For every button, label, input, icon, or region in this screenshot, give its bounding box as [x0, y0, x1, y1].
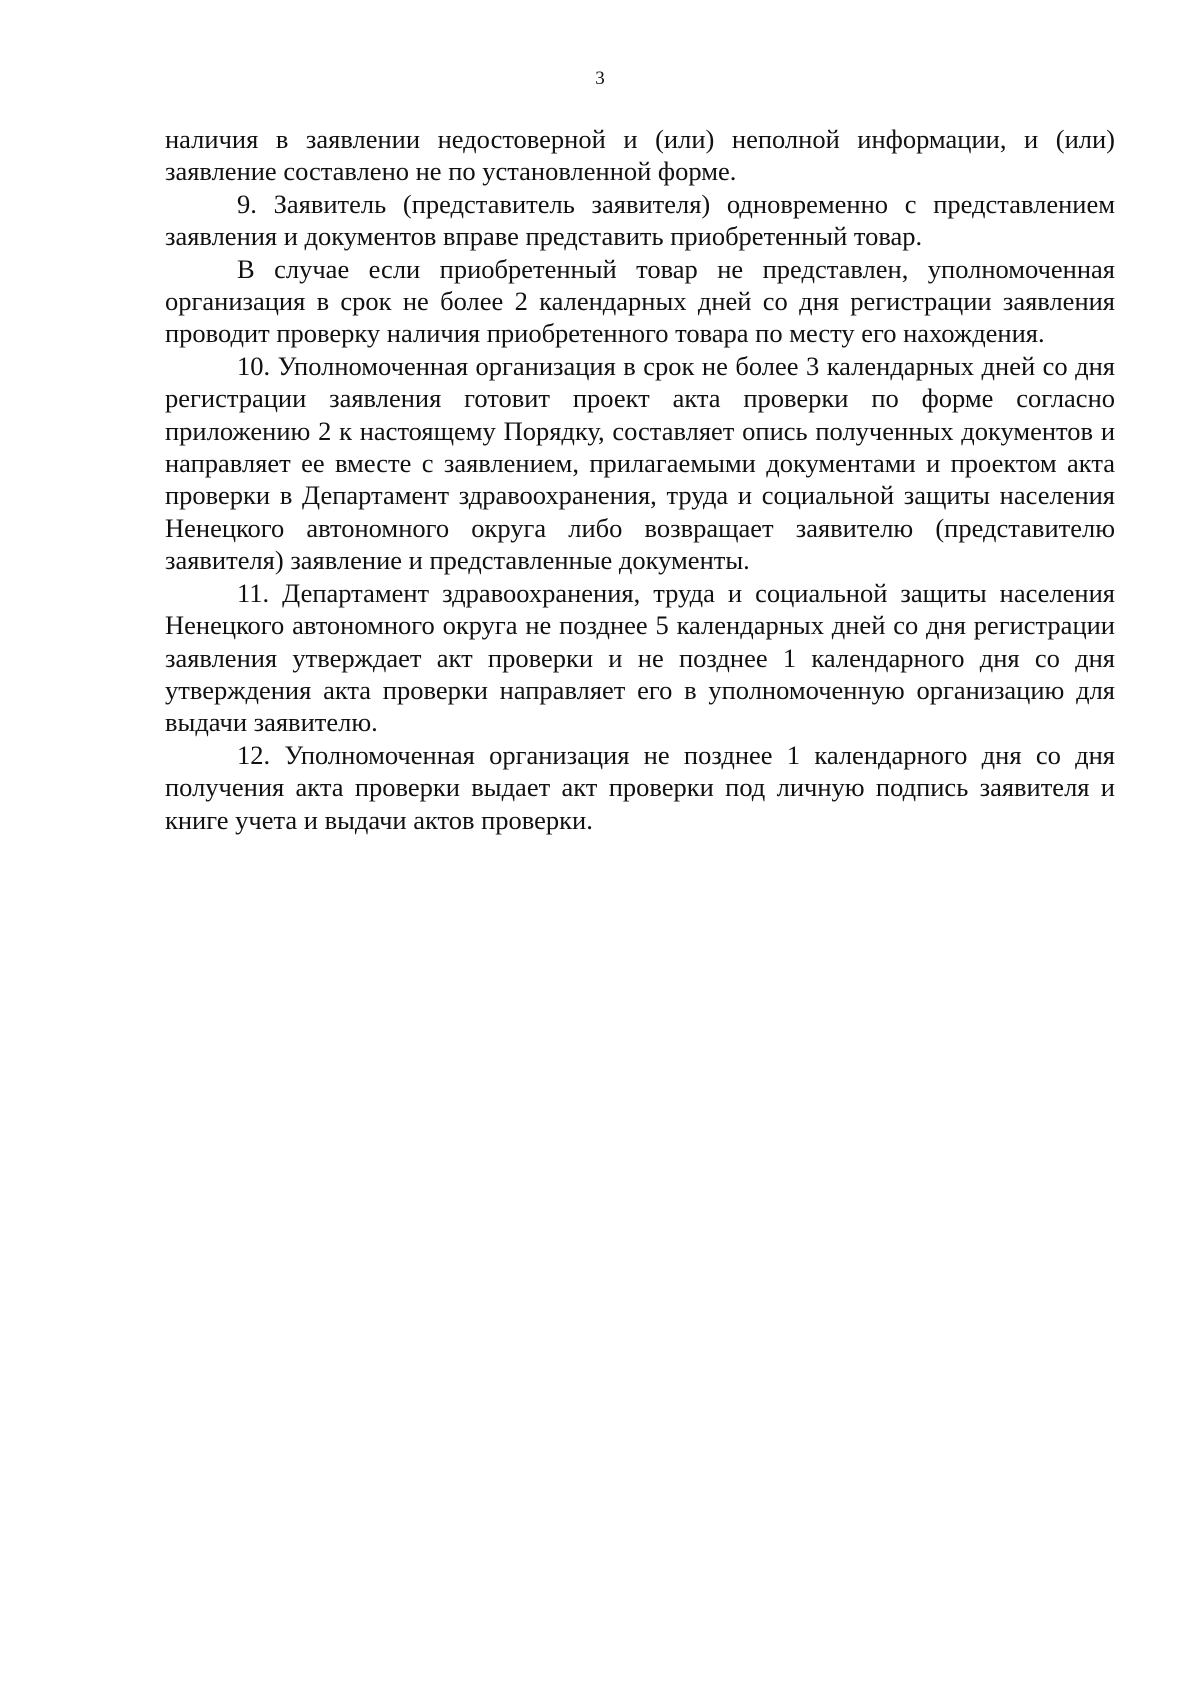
paragraph-item-9: 9. Заявитель (представитель заявителя) одновременно с представлением заявления и документов вправе представить приобретенный товар.: [165, 188, 1115, 252]
paragraph-item-12: 12. Уполномоченная организация не позднее 1 календарного дня со дня получения акта проверки выдает акт проверки под личную подпись заявителя и книге учета и выдачи актов проверки.: [165, 739, 1115, 835]
paragraph-item-9-note: В случае если приобретенный товар не представлен, уполномоченная организация в срок не более 2 календарных дней со дня регистрации заявления проводит проверку наличия приобретенного товара по месту его нахождения.: [165, 253, 1115, 349]
page-number: 3: [595, 68, 605, 89]
document-body: [165, 123, 1115, 836]
paragraph-item-11: 11. Департамент здравоохранения, труда и социальной защиты населения Ненецкого автономного округа не позднее 5 календарных дней со дня регистрации заявления утверждает акт проверки и не позднее 1 календарного дня со дня утверждения акта проверки направляет его в уполномоченную организацию для выдачи заявителю.: [165, 577, 1115, 738]
paragraph-continuation: наличия в заявлении недостоверной и (или) неполной информации, и (или) заявление составлено не по установленной форме.: [165, 124, 1115, 187]
paragraph-item-10: 10. Уполномоченная организация в срок не более 3 календарных дней со дня регистрации заявления готовит проект акта проверки по форме согласно приложению 2 к настоящему Порядку, составляет опись полученных документов и направляет ее вместе с заявлением, прилагаемыми документами и проектом акта проверки в Департамент здравоохранения, труда и социальной защиты населения Ненецкого автономного округа либо возвращает заявителю (представителю заявителя) заявление и представленные документы.: [165, 350, 1115, 576]
